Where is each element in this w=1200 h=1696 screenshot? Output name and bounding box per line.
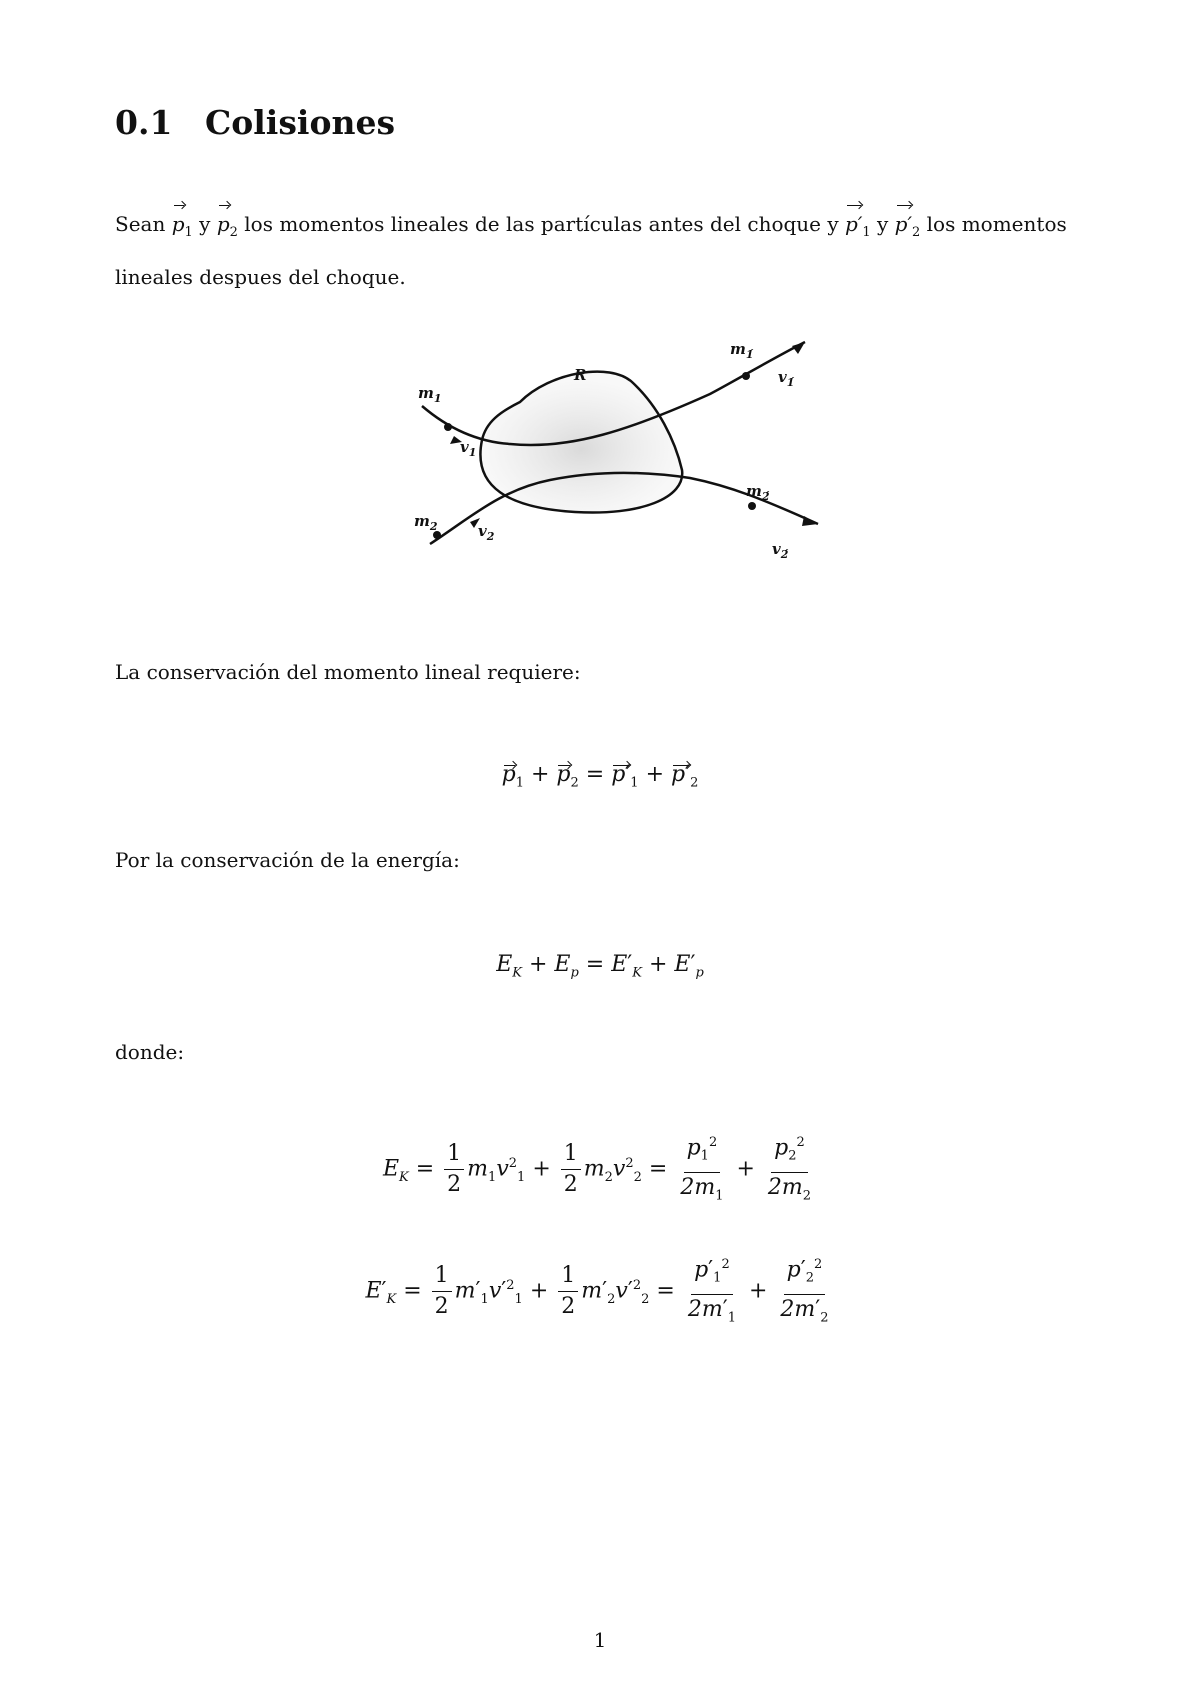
momentum-paragraph: La conservación del momento lineal requiere: — [115, 660, 581, 684]
collision-diagram — [400, 320, 830, 580]
interaction-region — [480, 372, 682, 513]
intro-text-1: Sean — [115, 212, 172, 236]
dot-m1-prime — [742, 372, 750, 380]
kinetic-energy-prime-equation: $E'_K$ = $\frac{1}{2}$ $m'_1v'^2_1$ + $\frac{1}{2}$ $m'_2v'^2_2$ = $\frac{p'_1^2}{2m'_1}$ + $\frac{p'_2^2}{2m'_2}$ — [0, 1250, 1200, 1333]
vector-p1-prime: p′ — [845, 202, 862, 246]
vector-p2-prime: p′ — [895, 202, 912, 246]
label-m2-prime: $m_{2́}$ — [746, 482, 770, 503]
dot-m1 — [444, 423, 452, 431]
label-v1-prime: $v_{1́}$ — [778, 368, 795, 389]
label-m1: $m_1$ — [418, 384, 442, 405]
arrow-v2-prime — [802, 516, 818, 526]
intro-text-2: y — [192, 212, 217, 236]
section-number: 0.1 — [115, 103, 173, 142]
vector-p2: p — [217, 202, 230, 246]
vector-p2-sub: 2 — [229, 225, 238, 240]
momentum-equation: $p_1 + p_2 = p'_1 + p'_2$ — [501, 762, 699, 791]
vector-p1-sub: 1 — [184, 225, 193, 240]
vector-p1: p — [172, 202, 185, 246]
intro-text-4: y — [870, 212, 895, 236]
energy-paragraph: Por la conservación de la energía: — [115, 848, 460, 872]
vector-p2-prime-sub: 2 — [912, 225, 921, 240]
eq-p2-prime: p′ — [671, 762, 691, 787]
energy-equation: $E_K + E_p = E'_K + E'_p$ — [496, 952, 704, 981]
label-v1: $v_1$ — [460, 438, 477, 459]
eq-p2: p — [556, 762, 571, 787]
intro-text-5: los momentos lineales despues del choque. — [115, 212, 1067, 289]
section-heading — [115, 103, 395, 142]
label-m1-prime: $m_{1́}$ — [730, 340, 754, 361]
eq-p1-prime: p′ — [611, 762, 631, 787]
label-v2: $v_2$ — [478, 522, 495, 543]
intro-paragraph — [115, 202, 1105, 299]
dot-m2-prime — [748, 502, 756, 510]
section-title: Colisiones — [205, 103, 396, 142]
page-number: 1 — [593, 1628, 607, 1652]
vector-p1-prime-sub: 1 — [862, 225, 871, 240]
intro-text-3: los momentos lineales de las partículas antes del choque y — [237, 212, 846, 236]
eq-p1: p — [501, 762, 516, 787]
label-v2-prime: $v_{2́}$ — [772, 540, 789, 561]
donde-paragraph: donde: — [115, 1040, 185, 1064]
arrow-v1-prime — [792, 342, 805, 354]
kinetic-energy-equation: $E_K$ = $\frac{1}{2}$ $m_1v^2_1$ + $\frac{1}{2}$ $m_2v^2_2$ = $\frac{p_1^2}{2m_1}$ + $\frac{p_2^2}{2m_2}$ — [0, 1128, 1200, 1211]
label-R: R — [574, 366, 587, 384]
label-m2: $m_2$ — [414, 512, 438, 533]
